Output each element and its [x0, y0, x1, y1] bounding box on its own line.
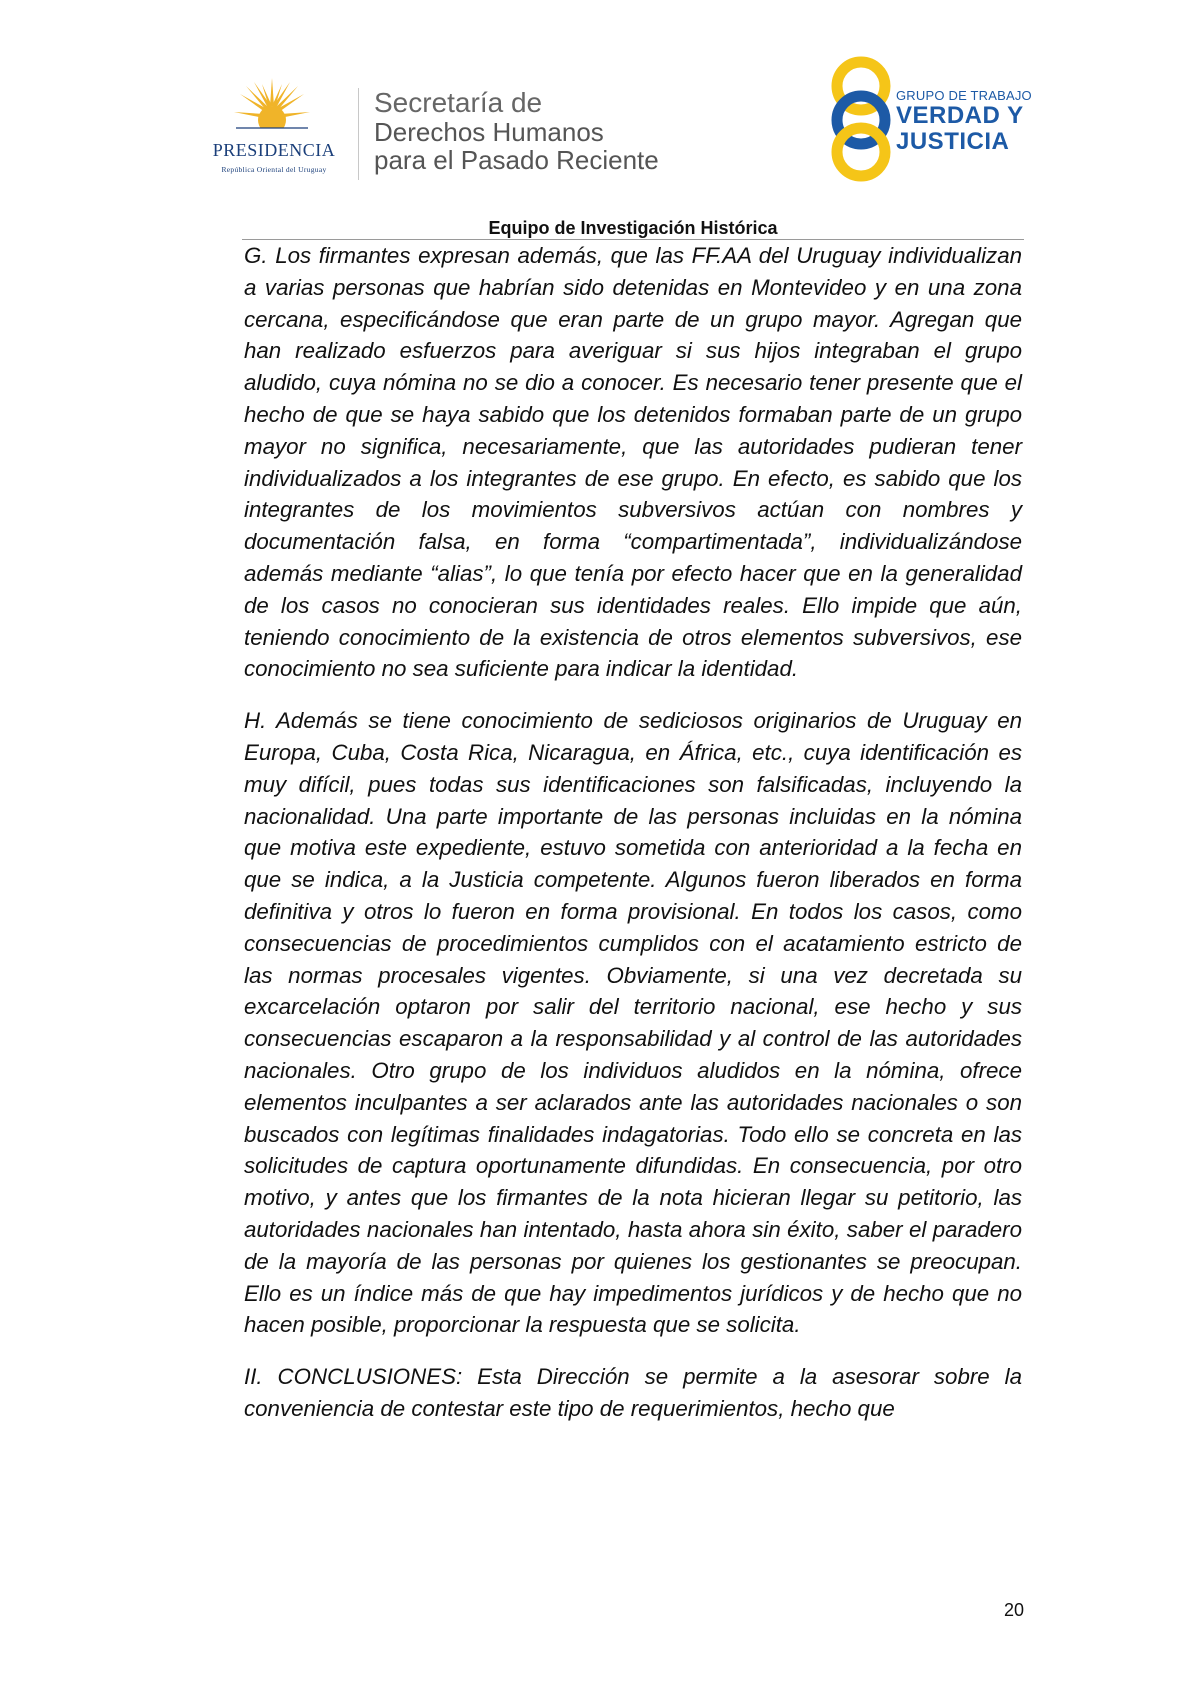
grupo-trabajo-line-3: JUSTICIA [896, 128, 1010, 155]
presidencia-logo [196, 76, 352, 176]
paragraph-conclusiones: II. CONCLUSIONES: Esta Dirección se permite a la asesorar sobre la conveniencia de contestar este tipo de requerimientos, hecho que [244, 1364, 1022, 1421]
paragraph-h: H. Además se tiene conocimiento de sediciosos originarios de Uruguay en Europa, Cuba, Costa Rica, Nicaragua, en África, etc., cuya identificación es muy difícil, pues todas sus identificaciones son falsificadas, incluyendo la nacionalidad. Una parte importante de las personas incluidas en la nómina que motiva este expediente, estuvo sometida con anterioridad a la fecha en que se indica, a la Justicia competente. Algunos fueron liberados en forma definitiva y otros lo fueron en forma provisional. En todos los casos, como consecuencias de procedimientos cumplidos con el acatamiento estricto de las normas procesales vigentes. Obviamente, si una vez decretada su excarcelación optaron por salir del territorio nacional, ese hecho y sus consecuencias escaparon a la responsabilidad y al control de las autoridades nacionales. Otro grupo de los individuos aludidos en la nómina, ofrece elementos inculpantes a ser aclarados ante las autoridades nacionales o son buscados con legítimas finalidades indagatorias. Todo ello se concreta en las solicitudes de captura oportunamente difundidas. En consecuencia, por otro motivo, y antes que los firmantes de la nota hicieran llegar su petitorio, las autoridades nacionales han intentado, hasta ahora sin éxito, saber el paradero de la mayoría de las personas por quienes los gestionantes se preocupan. Ello es un índice más de que hay impedimentos jurídicos y de hecho que no hacen posible, proporcionar la respuesta que se solicita. [244, 708, 1022, 1338]
grupo-trabajo-title [896, 88, 1032, 155]
paragraph-g: G. Los firmantes expresan además, que las FF.AA del Uruguay individualizan a varias personas que habrían sido detenidas en Montevideo y en una zona cercana, especificándose que eran parte de un grupo mayor. Agregan que han realizado esfuerzos para averiguar si sus hijos integraban el grupo aludido, cuya nómina no se dio a conocer. Es necesario tener presente que el hecho de que se haya sabido que los detenidos formaban parte de un grupo mayor no significa, necesariamente, que las autoridades pudieran tener individualizados a los integrantes de ese grupo. En efecto, es sabido que los integrantes de los movimientos subversivos actúan con nombres y documentación falsa, en forma “compartimentada”, individualizándose además mediante “alias”, lo que tenía por efecto hacer que en la generalidad de los casos no conocieran sus identidades reales. Ello impide que aún, teniendo conocimiento de la existencia de otros elementos subversivos, ese conocimiento no sea suficiente para indicar la identidad. [244, 243, 1022, 682]
presidencia-title: PRESIDENCIA [212, 140, 336, 160]
page-number: 20 [1003, 1600, 1024, 1620]
grupo-trabajo-line-1: GRUPO DE TRABAJO [896, 88, 1032, 103]
presidencia-subtitle: República Oriental del Uruguay [221, 165, 327, 174]
team-title: Equipo de Investigación Histórica [488, 218, 778, 238]
document-body [244, 240, 1022, 1425]
secretaria-line-1: Secretaría de [374, 87, 543, 118]
chain-rings-icon [820, 56, 902, 182]
header-divider [358, 88, 359, 180]
secretaria-title [374, 88, 659, 174]
secretaria-line-2: Derechos Humanos [374, 117, 604, 147]
grupo-trabajo-line-2: VERDAD Y [896, 102, 1024, 129]
sun-icon [234, 76, 310, 136]
page-header [0, 0, 1190, 240]
secretaria-line-3: para el Pasado Reciente [374, 145, 659, 175]
